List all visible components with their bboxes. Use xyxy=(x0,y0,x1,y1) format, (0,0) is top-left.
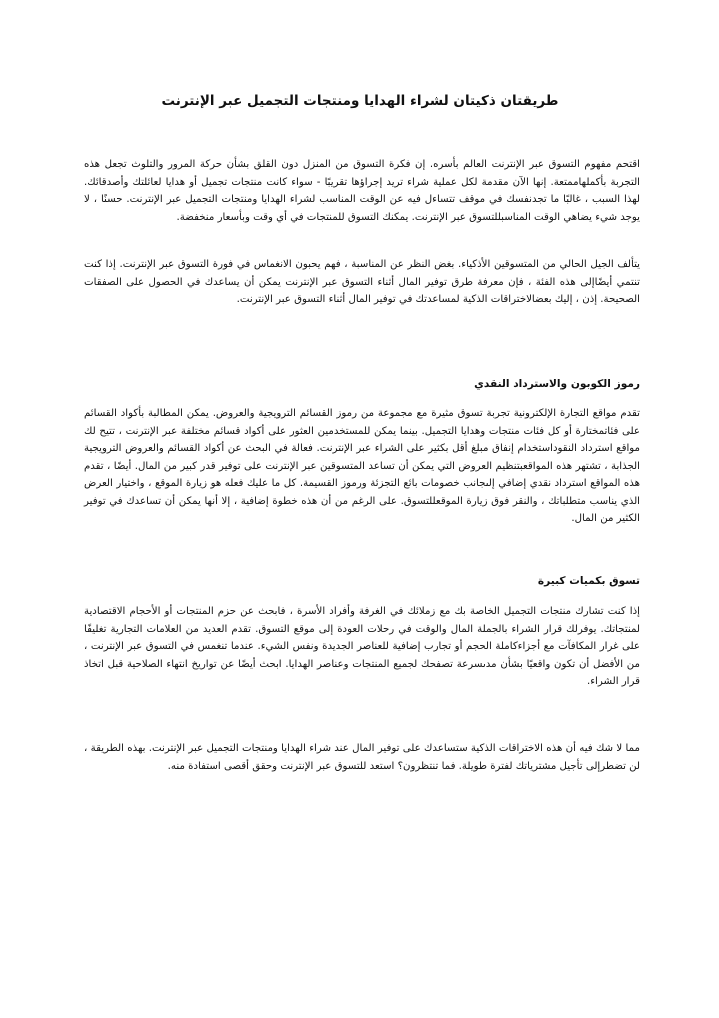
conclusion-paragraph: مما لا شك فيه أن هذه الاختراقات الذكية ستساعدك على توفير المال عند شراء الهدايا ومنتجات التجميل عبر الإنترنت. بهذه الطريقة ، لن تضطرإلى تأجيل مشترياتك لفترة طويلة. فما تنتظرون؟ استعد للتسوق عبر الإنترنت وحقق أقصى استفادة منه. xyxy=(84,743,640,772)
section-paragraph-bulk-shopping: إذا كنت تشارك منتجات التجميل الخاصة بك مع زملائك في الغرفة وأفراد الأسرة ، فابحث عن حزم المنتجات أو الأحجام الاقتصادية لمنتجاتك. يوفرلك قرار الشراء بالجملة المال والوقت في رحلات العودة إلى موقع التسوق. تقدم العديد من العلامات التجارية تغليفًا على غرار المكافآت مع أجزاءكاملة الحجم أو تجارب إضافية للعناصر الجديدة ونفس الشيء. عندما تنغمس في التسوق عبر الإنترنت ، من الأفضل أن تكون واقعيًا بشأن مدىسرعة تصفحك لجميع المنتجات وعناصر الهدايا. ابحث أيضًا عن تواريخ انتهاء الصلاحية قبل اتخاذ قرار الشراء. xyxy=(84,606,640,687)
section-heading-coupons: رموز الكوبون والاسترداد النقدي xyxy=(474,378,640,390)
section-paragraph-coupons: تقدم مواقع التجارة الإلكترونية تجربة تسوق مثيرة مع مجموعة من رموز القسائم الترويجية والعروض. يمكن المطالبة بأكواد القسائم على فئاتمختارة أو كل فئات منتجات وهدايا التجميل. بينما يمكن للمستخدمين العثور على أكواد قسائم مختلفة عبر الإنترنت ، تتيح لك مواقع استرداد النقوداستخدام إنفاق مبلغ أقل بكثير على الشراء عبر الإنترنت. فعالة في البحث عن أكواد القسائم والعروض الترويجية الجذابة ، تشتهر هذه المواقعبتنظيم العروض التي يمكن أن تساعد المتسوقين عبر الإنترنت على توفير قدر كبير من المال. أيضًا ، تقدم هذه المواقع استرداد نقدي إضافي إلىجانب خصومات بائع التجزئة ورموز القسيمة. كل ما عليك فعله هو زيارة الموقع ، واختيار العرض الذي يناسب متطلباتك ، والنقر فوق زيارة الموقعللتسوق. على الرغم من أن هذه خطوة إضافية ، إلا أنها يمكن أن تساعدك في توفير الكثير من المال. xyxy=(84,408,640,524)
section-heading-bulk-shopping: تسوق بكميات كبيرة xyxy=(537,575,640,587)
second-paragraph: يتألف الجيل الحالي من المتسوقين الأذكياء. بغض النظر عن المناسبة ، فهم يحبون الانغماس في فورة التسوق عبر الإنترنت. إذا كنت تنتمي أيضًاإلى هذه الفئة ، فإن معرفة طرق توفير المال أثناء التسوق عبر الإنترنت يمكن أن يساعدك في الحصول على الصفقات الصحيحة. إذن ، إليك بعضالاختراقات الذكية لمساعدتك في توفير المال أثناء التسوق عبر الإنترنت. xyxy=(84,259,640,305)
document-title: طريقتان ذكيتان لشراء الهدايا ومنتجات التجميل عبر الإنترنت xyxy=(161,93,559,109)
intro-paragraph: اقتحم مفهوم التسوق عبر الإنترنت العالم بأسره. إن فكرة التسوق من المنزل دون القلق بشأن حركة المرور والتلوث تجعل هذه التجربة بأكملهاممتعة. إنها الآن مقدمة لكل عملية شراء تريد إجراؤها تقريبًا - سواء كانت منتجات تجميل أو هدايا لعائلتك وأصدقائك. لهذا السبب ، غالبًا ما تجدنفسك في موقف تتساءل فيه عن الوقت المناسب لشراء الهدايا ومنتجات التجميل عبر الإنترنت. حسنًا ، لا يوجد شيء يضاهي الوقت المناسبللتسوق عبر الإنترنت. يمكنك التسوق للمنتجات في أي وقت وبأسعار منخفضة. xyxy=(84,159,640,223)
